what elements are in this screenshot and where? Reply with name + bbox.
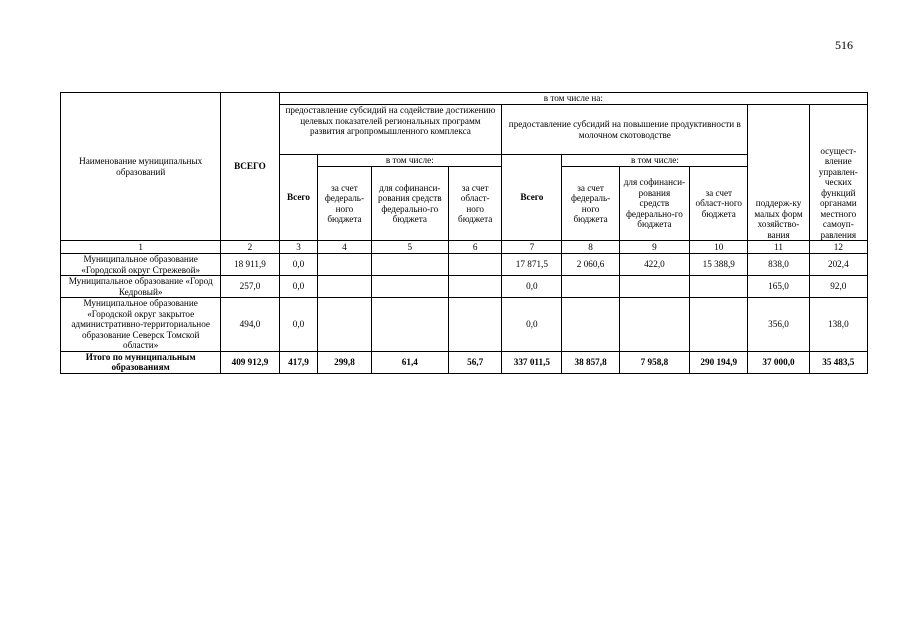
total-value: 409 912,9 <box>221 351 279 373</box>
col-number: 12 <box>809 241 867 254</box>
cell-value <box>449 298 502 352</box>
row-name: Муниципальное образование «Город Кедровый» <box>61 276 221 298</box>
col-number: 7 <box>502 241 562 254</box>
col-number: 4 <box>318 241 371 254</box>
cell-value <box>449 254 502 276</box>
cell-value: 0,0 <box>279 298 318 352</box>
total-value: 299,8 <box>318 351 371 373</box>
cell-value: 92,0 <box>809 276 867 298</box>
header-group1: предоставление субсидий на содействие достижению целевых показателей региональных программ развития агропромышленного комплекса <box>279 105 502 155</box>
total-value: 37 000,0 <box>748 351 809 373</box>
total-value: 417,9 <box>279 351 318 373</box>
header-g2-regional: за счет област-ного бюджета <box>690 167 748 241</box>
total-row <box>61 351 868 373</box>
col-number: 11 <box>748 241 809 254</box>
cell-value <box>619 298 689 352</box>
cell-value <box>371 254 449 276</box>
cell-value <box>318 298 371 352</box>
cell-value: 494,0 <box>221 298 279 352</box>
header-g1-cofin: для софинанси-рования средств федерально-го бюджета <box>371 167 449 241</box>
col-number: 6 <box>449 241 502 254</box>
total-value: 337 011,5 <box>502 351 562 373</box>
col-number: 5 <box>371 241 449 254</box>
cell-value: 356,0 <box>748 298 809 352</box>
cell-value: 15 388,9 <box>690 254 748 276</box>
table-row <box>61 254 868 276</box>
cell-value: 0,0 <box>502 276 562 298</box>
total-row-name: Итого по муниципальным образованиям <box>61 351 221 373</box>
total-value: 56,7 <box>449 351 502 373</box>
header-g2-vsego: Всего <box>502 155 562 241</box>
col-number: 1 <box>61 241 221 254</box>
cell-value <box>690 276 748 298</box>
cell-value: 17 871,5 <box>502 254 562 276</box>
header-management: осущест-вление управлен-ческих функций органами местного самоуп-равления <box>809 105 867 241</box>
cell-value: 422,0 <box>619 254 689 276</box>
table-row <box>61 298 868 352</box>
col-number: 10 <box>690 241 748 254</box>
cell-value <box>562 276 619 298</box>
cell-value: 138,0 <box>809 298 867 352</box>
total-value: 61,4 <box>371 351 449 373</box>
header-g1-vsego: Всего <box>279 155 318 241</box>
header-incl: в том числе на: <box>279 93 867 105</box>
page-number: 516 <box>835 38 853 52</box>
total-value: 38 857,8 <box>562 351 619 373</box>
cell-value <box>619 276 689 298</box>
cell-value <box>562 298 619 352</box>
header-total-col: ВСЕГО <box>221 93 279 241</box>
header-g2-incl: в том числе: <box>562 155 748 167</box>
cell-value <box>371 276 449 298</box>
header-group2: предоставление субсидий на повышение продуктивности в молочном скотоводстве <box>502 105 748 155</box>
cell-value: 0,0 <box>279 276 318 298</box>
cell-value: 0,0 <box>502 298 562 352</box>
row-name: Муниципальное образование «Городской округ закрытое административно-территориальное образование Северск Томской области» <box>61 298 221 352</box>
col-number: 2 <box>221 241 279 254</box>
total-value: 7 958,8 <box>619 351 689 373</box>
cell-value: 257,0 <box>221 276 279 298</box>
col-number: 9 <box>619 241 689 254</box>
total-value: 35 483,5 <box>809 351 867 373</box>
row-name: Муниципальное образование «Городской округ Стрежевой» <box>61 254 221 276</box>
cell-value <box>371 298 449 352</box>
cell-value <box>449 276 502 298</box>
cell-value: 202,4 <box>809 254 867 276</box>
cell-value: 2 060,6 <box>562 254 619 276</box>
total-value: 290 194,9 <box>690 351 748 373</box>
table-row <box>61 276 868 298</box>
col-number: 8 <box>562 241 619 254</box>
header-g2-federal: за счет федераль-ного бюджета <box>562 167 619 241</box>
cell-value: 165,0 <box>748 276 809 298</box>
header-support-small: поддерж-ку малых форм хозяйство-вания <box>748 105 809 241</box>
cell-value: 0,0 <box>279 254 318 276</box>
cell-value <box>318 254 371 276</box>
header-name-col: Наименование муниципальных образований <box>61 93 221 241</box>
header-g2-cofin: для софинанси-рования средств федерально-го бюджета <box>619 167 689 241</box>
cell-value <box>318 276 371 298</box>
budget-table <box>60 92 868 374</box>
cell-value <box>690 298 748 352</box>
col-number: 3 <box>279 241 318 254</box>
cell-value: 18 911,9 <box>221 254 279 276</box>
header-g1-federal: за счет федераль-ного бюджета <box>318 167 371 241</box>
cell-value: 838,0 <box>748 254 809 276</box>
header-g1-regional: за счет област-ного бюджета <box>449 167 502 241</box>
header-g1-incl: в том числе: <box>318 155 502 167</box>
